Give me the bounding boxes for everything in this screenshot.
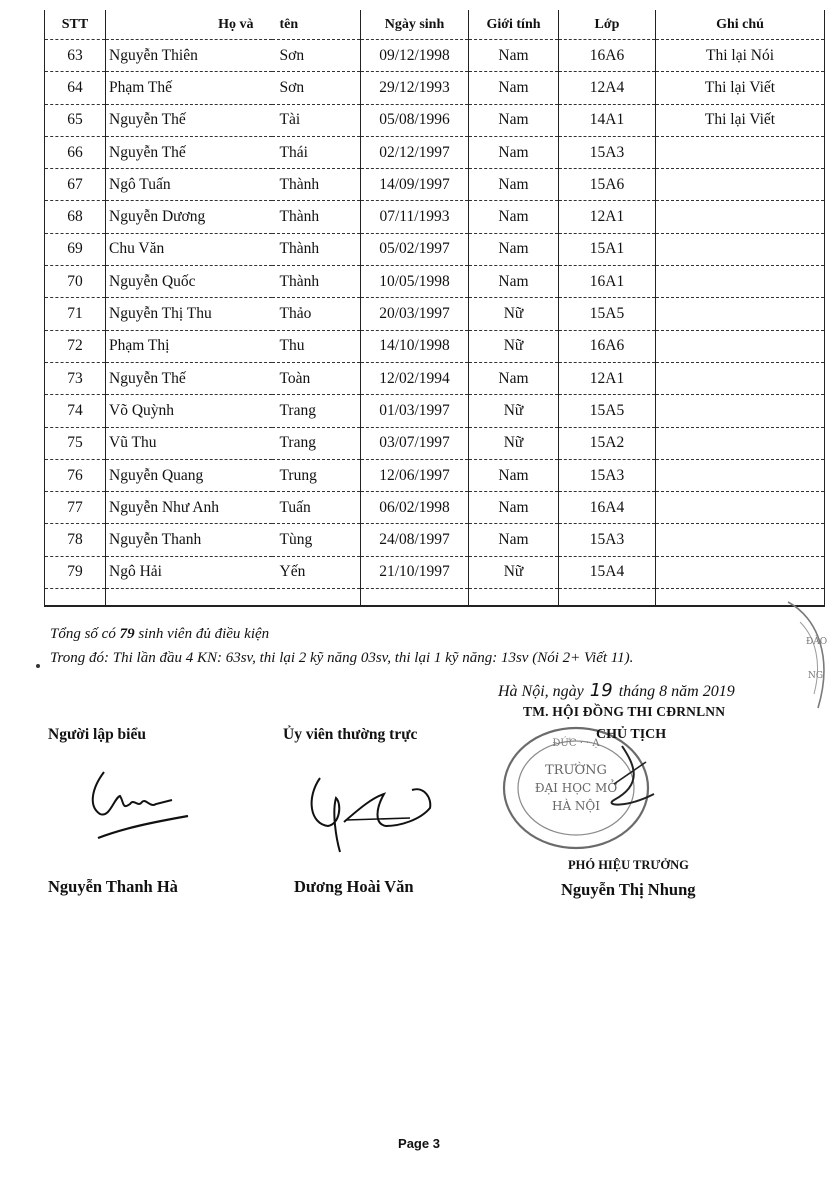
cell-gioi-tinh: Nam xyxy=(469,233,559,265)
cell-lop: 12A1 xyxy=(559,201,656,233)
cell-ho: Vũ Thu xyxy=(106,427,272,459)
cell-gioi-tinh: Nữ xyxy=(469,556,559,588)
cell-ghi-chu: Thi lại Viết xyxy=(656,104,825,136)
cell-gioi-tinh: Nam xyxy=(469,40,559,72)
svg-text:ĐẠI HỌC MỞ: ĐẠI HỌC MỞ xyxy=(534,781,618,795)
cell-ghi-chu xyxy=(656,201,825,233)
cell-ghi-chu xyxy=(656,298,825,330)
cell-ten: Thành xyxy=(272,266,361,298)
cell-gioi-tinh: Nam xyxy=(469,492,559,524)
table-row xyxy=(45,395,825,427)
cell-stt: 74 xyxy=(45,395,106,427)
cell-ngay-sinh: 09/12/1998 xyxy=(361,40,469,72)
cell-ghi-chu xyxy=(656,492,825,524)
cell-lop: 15A2 xyxy=(559,427,656,459)
cell-gioi-tinh: Nam xyxy=(469,459,559,491)
cell-ghi-chu xyxy=(656,362,825,394)
header-ghi-chu: Ghi chú xyxy=(656,10,825,40)
cell-ngay-sinh: 21/10/1997 xyxy=(361,556,469,588)
cell-gioi-tinh: Nữ xyxy=(469,395,559,427)
cell-stt: 76 xyxy=(45,459,106,491)
cell-stt: 64 xyxy=(45,72,106,104)
date-line xyxy=(498,680,735,701)
svg-text:ĐÀO: ĐÀO xyxy=(806,637,828,647)
cell-lop: 15A3 xyxy=(559,459,656,491)
cell-gioi-tinh: Nữ xyxy=(469,330,559,362)
scan-speck xyxy=(36,664,40,668)
cell-stt: 73 xyxy=(45,362,106,394)
cell-ngay-sinh: 05/08/1996 xyxy=(361,104,469,136)
empty-cell xyxy=(45,589,106,607)
table-row xyxy=(45,362,825,394)
cell-ho: Nguyễn Thế xyxy=(106,362,272,394)
cell-ghi-chu xyxy=(656,524,825,556)
signature-standing-member xyxy=(300,768,450,858)
table-row xyxy=(45,524,825,556)
svg-text:ĐỨC · · Ạ: ĐỨC · · Ạ xyxy=(552,738,600,749)
table-row xyxy=(45,201,825,233)
role-standing-member: Ủy viên thường trực xyxy=(283,726,418,743)
cell-ghi-chu xyxy=(656,395,825,427)
empty-cell xyxy=(559,589,656,607)
cell-ghi-chu: Thi lại Viết xyxy=(656,72,825,104)
cell-ten: Trang xyxy=(272,395,361,427)
cell-stt: 69 xyxy=(45,233,106,265)
cell-ten: Toàn xyxy=(272,362,361,394)
cell-gioi-tinh: Nam xyxy=(469,362,559,394)
cell-stt: 72 xyxy=(45,330,106,362)
chair-title: CHỦ TỊCH xyxy=(596,727,667,742)
empty-cell xyxy=(106,589,272,607)
cell-ghi-chu xyxy=(656,330,825,362)
cell-ten: Trang xyxy=(272,427,361,459)
header-stt: STT xyxy=(45,10,106,40)
svg-text:TRƯỜNG: TRƯỜNG xyxy=(545,763,607,778)
cell-stt: 67 xyxy=(45,169,106,201)
role-preparer: Người lập biểu xyxy=(48,726,146,743)
cell-ngay-sinh: 02/12/1997 xyxy=(361,136,469,168)
signer-preparer-name: Nguyễn Thanh Hà xyxy=(48,877,178,896)
table-row xyxy=(45,492,825,524)
cell-ho: Võ Quỳnh xyxy=(106,395,272,427)
summary-total xyxy=(50,622,633,646)
table-row xyxy=(45,169,825,201)
cell-stt: 70 xyxy=(45,266,106,298)
cell-ghi-chu xyxy=(656,136,825,168)
cell-ten: Thành xyxy=(272,169,361,201)
cell-lop: 15A5 xyxy=(559,298,656,330)
table-tail-row xyxy=(45,589,825,607)
cell-ngay-sinh: 12/06/1997 xyxy=(361,459,469,491)
cell-stt: 71 xyxy=(45,298,106,330)
cell-ghi-chu xyxy=(656,169,825,201)
cell-stt: 66 xyxy=(45,136,106,168)
cell-stt: 68 xyxy=(45,201,106,233)
cell-gioi-tinh: Nữ xyxy=(469,427,559,459)
cell-stt: 77 xyxy=(45,492,106,524)
cell-ten: Tuấn xyxy=(272,492,361,524)
cell-ho: Nguyễn Quang xyxy=(106,459,272,491)
header-ten: tên xyxy=(272,10,361,40)
summary-breakdown: Trong đó: Thi lần đầu 4 KN: 63sv, thi lại 2 kỹ năng 03sv, thi lại 1 kỹ năng: 13sv (Nói 2+ Viết 11). xyxy=(50,650,634,666)
cell-gioi-tinh: Nam xyxy=(469,104,559,136)
cell-ho: Nguyễn Thanh xyxy=(106,524,272,556)
table-row xyxy=(45,298,825,330)
cell-ngay-sinh: 06/02/1998 xyxy=(361,492,469,524)
cell-ten: Thành xyxy=(272,201,361,233)
cell-gioi-tinh: Nữ xyxy=(469,298,559,330)
cell-ghi-chu xyxy=(656,233,825,265)
cell-lop: 15A6 xyxy=(559,169,656,201)
cell-ngay-sinh: 14/09/1997 xyxy=(361,169,469,201)
cell-lop: 15A1 xyxy=(559,233,656,265)
cell-stt: 63 xyxy=(45,40,106,72)
cell-ngay-sinh: 20/03/1997 xyxy=(361,298,469,330)
council-title: TM. HỘI ĐỒNG THI CĐRNLNN xyxy=(523,704,726,719)
cell-ten: Thu xyxy=(272,330,361,362)
cell-ngay-sinh: 14/10/1998 xyxy=(361,330,469,362)
date-prefix: Hà Nội, ngày xyxy=(498,683,584,700)
cell-stt: 79 xyxy=(45,556,106,588)
cell-lop: 16A6 xyxy=(559,330,656,362)
cell-ghi-chu xyxy=(656,427,825,459)
cell-ho: Nguyễn Dương xyxy=(106,201,272,233)
cell-lop: 16A1 xyxy=(559,266,656,298)
cell-ho: Nguyễn Thị Thu xyxy=(106,298,272,330)
cell-ngay-sinh: 10/05/1998 xyxy=(361,266,469,298)
table-row xyxy=(45,459,825,491)
cell-ghi-chu: Thi lại Nói xyxy=(656,40,825,72)
cell-ho: Ngô Hải xyxy=(106,556,272,588)
cell-ho: Ngô Tuấn xyxy=(106,169,272,201)
cell-lop: 15A5 xyxy=(559,395,656,427)
header-lop: Lớp xyxy=(559,10,656,40)
cell-lop: 16A4 xyxy=(559,492,656,524)
cell-ten: Sơn xyxy=(272,40,361,72)
cell-ten: Trung xyxy=(272,459,361,491)
header-ngay-sinh: Ngày sinh xyxy=(361,10,469,40)
cell-lop: 14A1 xyxy=(559,104,656,136)
vice-rector-title: PHÓ HIỆU TRƯỞNG xyxy=(568,858,689,872)
cell-ngay-sinh: 29/12/1993 xyxy=(361,72,469,104)
empty-cell xyxy=(361,589,469,607)
cell-lop: 12A4 xyxy=(559,72,656,104)
cell-ten: Tùng xyxy=(272,524,361,556)
cell-ngay-sinh: 24/08/1997 xyxy=(361,524,469,556)
cell-ho: Nguyễn Như Anh xyxy=(106,492,272,524)
cell-lop: 16A6 xyxy=(559,40,656,72)
cell-gioi-tinh: Nam xyxy=(469,524,559,556)
table-row xyxy=(45,266,825,298)
table-row xyxy=(45,104,825,136)
table-row xyxy=(45,40,825,72)
table-row xyxy=(45,72,825,104)
cell-ten: Yến xyxy=(272,556,361,588)
cell-ten: Sơn xyxy=(272,72,361,104)
cell-ngay-sinh: 01/03/1997 xyxy=(361,395,469,427)
cell-stt: 78 xyxy=(45,524,106,556)
table-row xyxy=(45,556,825,588)
cell-ngay-sinh: 05/02/1997 xyxy=(361,233,469,265)
cell-ghi-chu xyxy=(656,556,825,588)
cell-ho: Nguyễn Thế xyxy=(106,104,272,136)
summary-total-prefix: Tổng số có xyxy=(50,626,120,642)
header-ho: Họ và xyxy=(106,10,272,40)
summary-block xyxy=(50,622,633,670)
cell-lop: 15A4 xyxy=(559,556,656,588)
cell-ho: Phạm Thế xyxy=(106,72,272,104)
cell-ten: Thành xyxy=(272,233,361,265)
table-body xyxy=(45,40,825,607)
page-number: Page 3 xyxy=(398,1136,440,1151)
cell-ngay-sinh: 07/11/1993 xyxy=(361,201,469,233)
table-row xyxy=(45,136,825,168)
cell-ngay-sinh: 03/07/1997 xyxy=(361,427,469,459)
cell-gioi-tinh: Nam xyxy=(469,266,559,298)
cell-stt: 65 xyxy=(45,104,106,136)
cell-ghi-chu xyxy=(656,266,825,298)
summary-total-count: 79 xyxy=(119,626,135,642)
table-header-row xyxy=(45,10,825,40)
table-row xyxy=(45,427,825,459)
table-row xyxy=(45,233,825,265)
cell-ten: Thảo xyxy=(272,298,361,330)
signer-chair-name: Nguyễn Thị Nhung xyxy=(561,880,696,899)
cell-ho: Chu Văn xyxy=(106,233,272,265)
table-row xyxy=(45,330,825,362)
cell-stt: 75 xyxy=(45,427,106,459)
cell-ghi-chu xyxy=(656,459,825,491)
cell-ho: Nguyễn Quốc xyxy=(106,266,272,298)
empty-cell xyxy=(469,589,559,607)
cell-lop: 15A3 xyxy=(559,524,656,556)
date-suffix: tháng 8 năm 2019 xyxy=(618,683,735,700)
cell-gioi-tinh: Nam xyxy=(469,136,559,168)
cell-ten: Thái xyxy=(272,136,361,168)
partial-seal-stamp xyxy=(778,598,838,728)
cell-ho: Phạm Thị xyxy=(106,330,272,362)
date-day-handwritten: 19 xyxy=(589,680,613,701)
cell-ngay-sinh: 12/02/1994 xyxy=(361,362,469,394)
cell-gioi-tinh: Nam xyxy=(469,72,559,104)
cell-gioi-tinh: Nam xyxy=(469,169,559,201)
student-roster-table xyxy=(44,10,825,607)
official-seal-stamp xyxy=(494,724,667,854)
cell-lop: 12A1 xyxy=(559,362,656,394)
signature-preparer xyxy=(84,758,194,848)
empty-cell xyxy=(272,589,361,607)
signer-standing-member-name: Dương Hoài Văn xyxy=(294,877,414,896)
svg-text:HÀ NỘI: HÀ NỘI xyxy=(551,799,601,813)
cell-ho: Nguyễn Thiên xyxy=(106,40,272,72)
svg-text:NG: NG xyxy=(808,671,824,681)
summary-total-suffix: sinh viên đủ điều kiện xyxy=(134,626,270,642)
header-gioi-tinh: Giới tính xyxy=(469,10,559,40)
cell-ten: Tài xyxy=(272,104,361,136)
cell-gioi-tinh: Nam xyxy=(469,201,559,233)
cell-ho: Nguyễn Thế xyxy=(106,136,272,168)
cell-lop: 15A3 xyxy=(559,136,656,168)
